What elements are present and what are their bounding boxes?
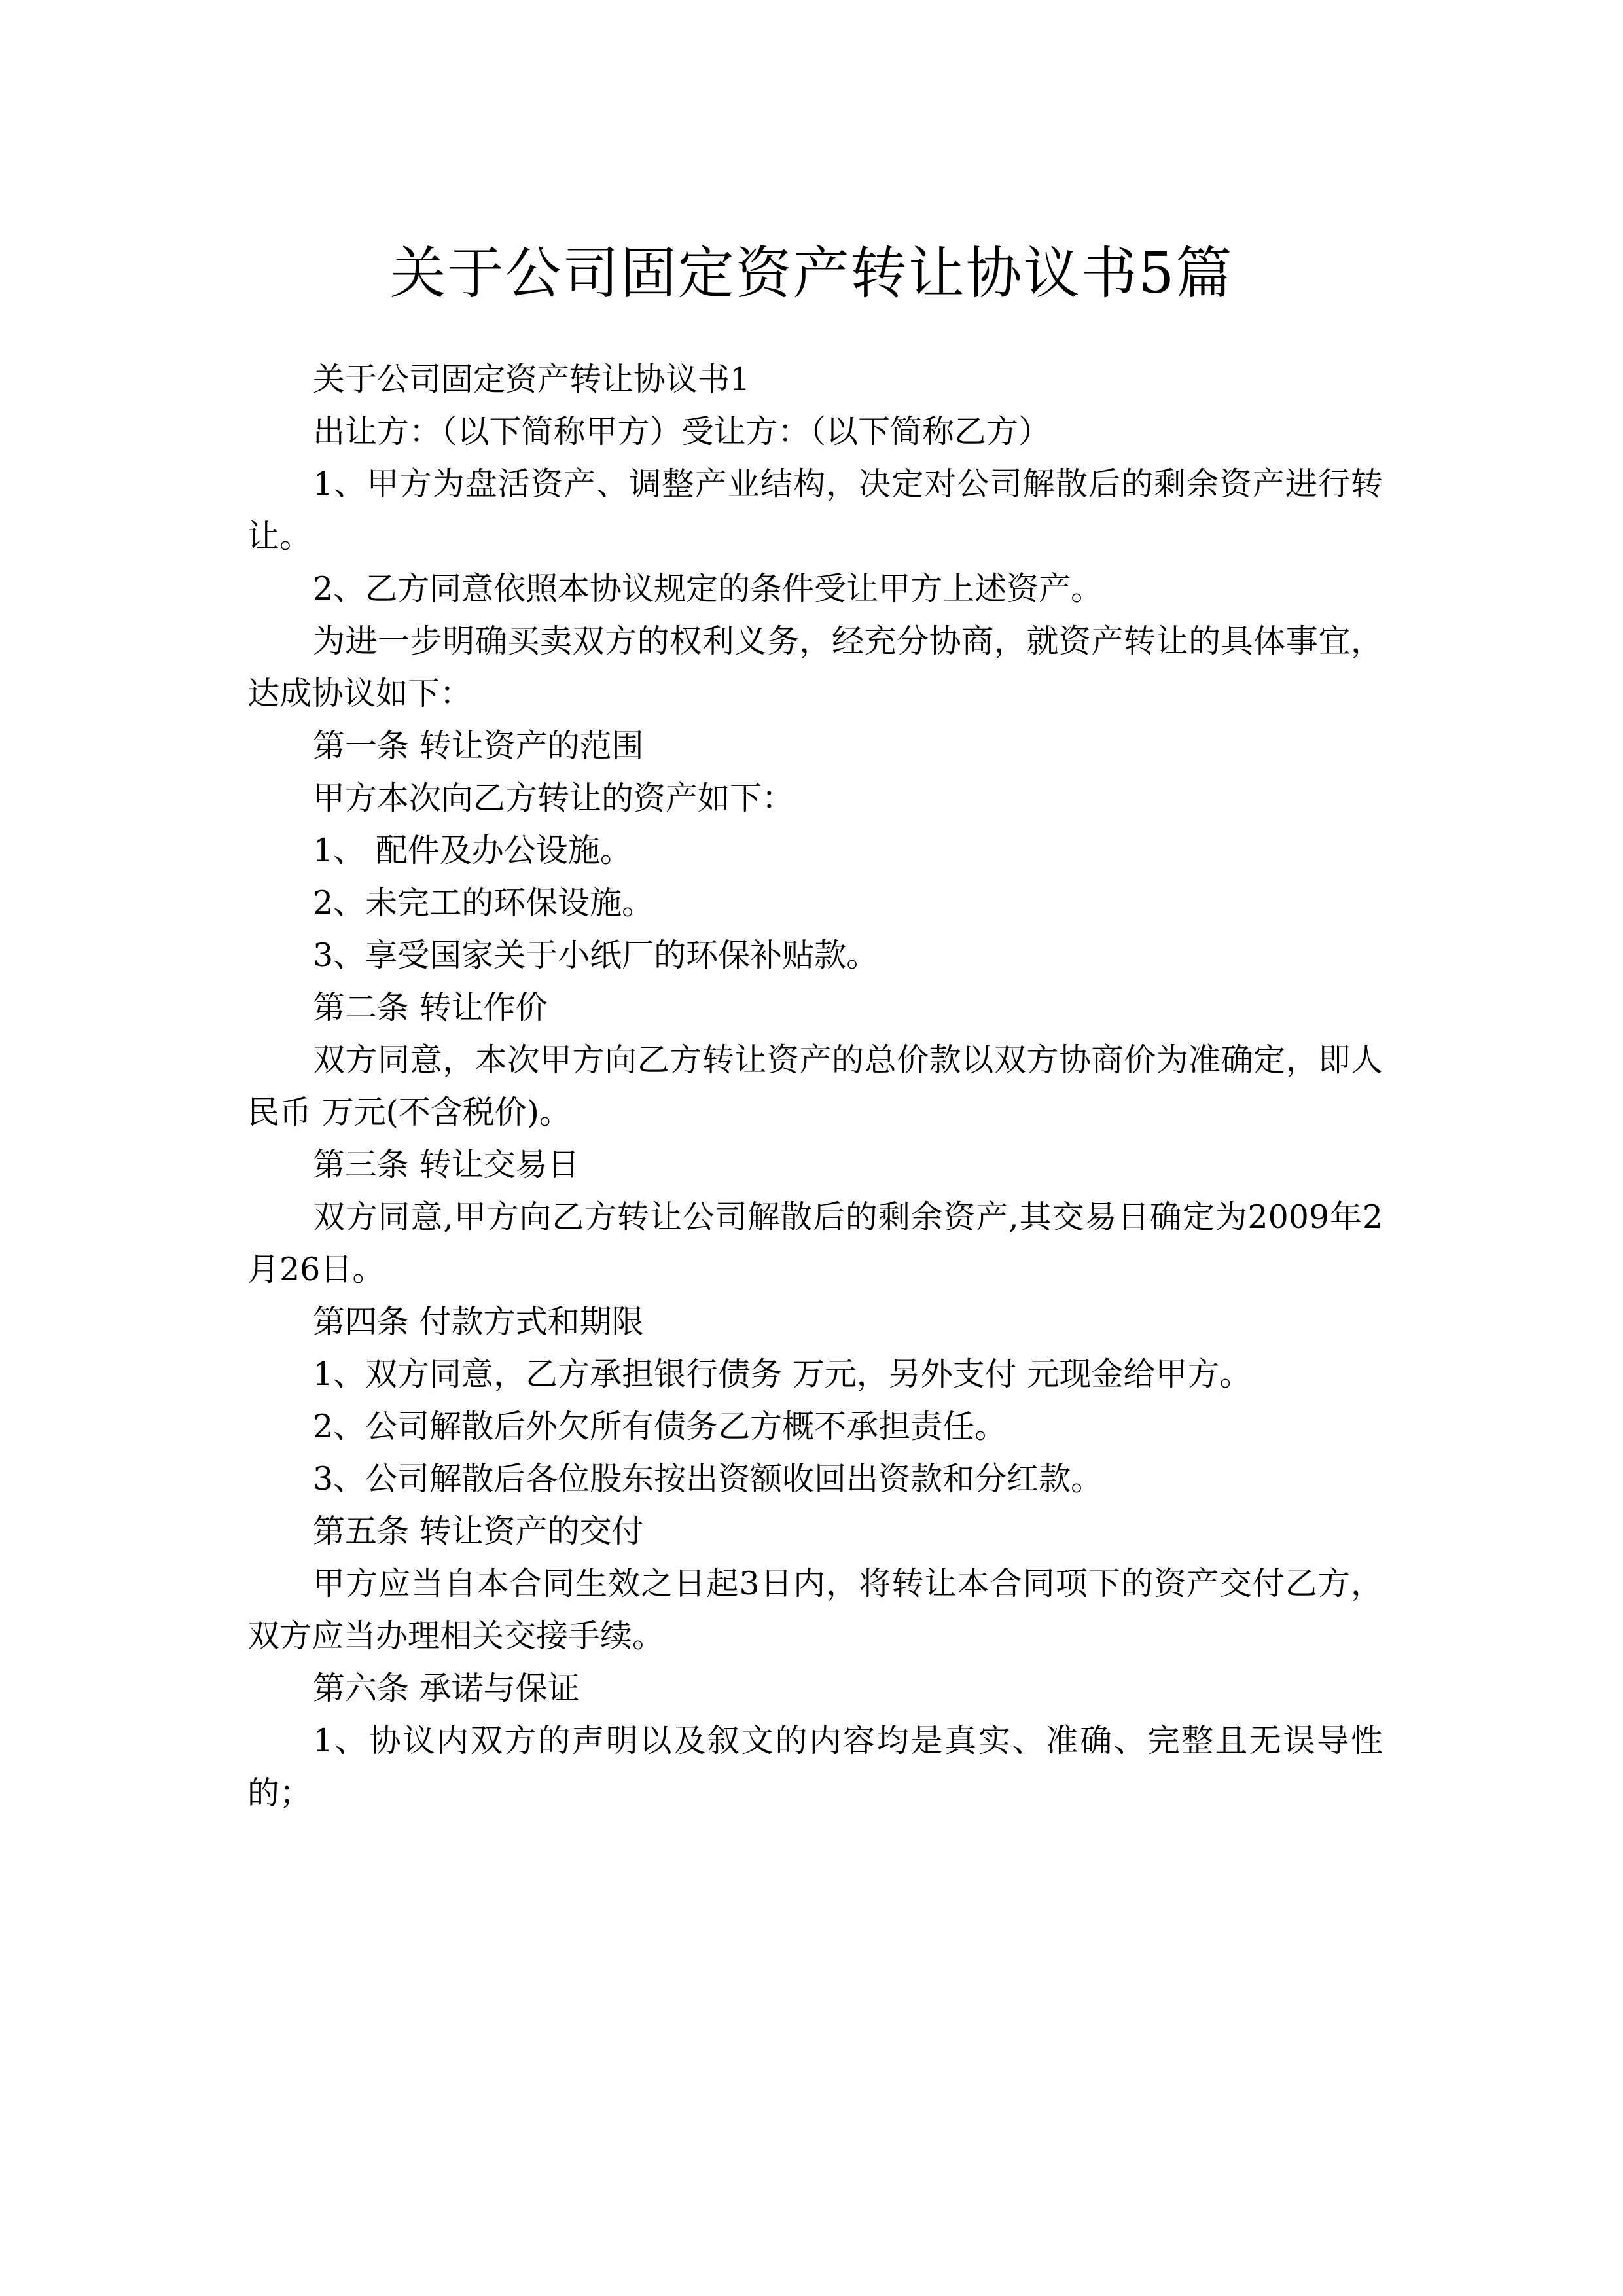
paragraph: 2、乙方同意依照本协议规定的条件受让甲方上述资产。: [313, 570, 1103, 607]
paragraph: 双方同意，本次甲方向乙方转让资产的总价款以双方协商价为准确定，即人民币 万元(不含税价)。: [247, 1041, 1383, 1131]
list-item: 1、协议内双方的声明以及叙文的内容均是真实、准确、完整且无误导性的；: [247, 1722, 1383, 1812]
article-heading-1: 第一条 转让资产的范围: [313, 727, 644, 764]
parties-line: 出让方：（以下简称甲方）受让方：（以下简称乙方）: [313, 413, 1051, 450]
article-heading-2: 第二条 转让作价: [313, 989, 548, 1026]
article-heading-5: 第五条 转让资产的交付: [313, 1513, 644, 1550]
article-heading-4: 第四条 付款方式和期限: [313, 1303, 644, 1340]
list-item: 2、公司解散后外欠所有债务乙方概不承担责任。: [313, 1408, 1007, 1445]
article-heading-3: 第三条 转让交易日: [313, 1146, 580, 1183]
document-title: 关于公司固定资产转让协议书5篇: [389, 240, 1234, 306]
list-item: 1、 配件及办公设施。: [313, 832, 632, 869]
document-body: [247, 353, 1383, 1820]
paragraph: 为进一步明确买卖双方的权利义务，经充分协商，就资产转让的具体事宜，达成协议如下：: [247, 622, 1383, 712]
paragraph: 双方同意,甲方向乙方转让公司解散后的剩余资产,其交易日确定为2009年2月26日。: [247, 1198, 1383, 1288]
article-heading-6: 第六条 承诺与保证: [313, 1670, 580, 1707]
section-heading-agreement-1: 关于公司固定资产转让协议书1: [313, 361, 751, 398]
list-item: 1、双方同意，乙方承担银行债务 万元，另外支付 元现金给甲方。: [313, 1355, 1252, 1393]
paragraph: 1、甲方为盘活资产、调整产业结构，决定对公司解散后的剩余资产进行转让。: [247, 465, 1383, 555]
paragraph: 甲方本次向乙方转让的资产如下：: [313, 780, 794, 817]
list-item: 2、未完工的环保设施。: [313, 884, 654, 922]
paragraph: 甲方应当自本合同生效之日起3日内，将转让本合同项下的资产交付乙方，双方应当办理相关交接手续。: [247, 1565, 1383, 1655]
list-item: 3、公司解散后各位股东按出资额收回出资款和分红款。: [313, 1460, 1103, 1498]
list-item: 3、享受国家关于小纸厂的环保补贴款。: [313, 937, 879, 974]
